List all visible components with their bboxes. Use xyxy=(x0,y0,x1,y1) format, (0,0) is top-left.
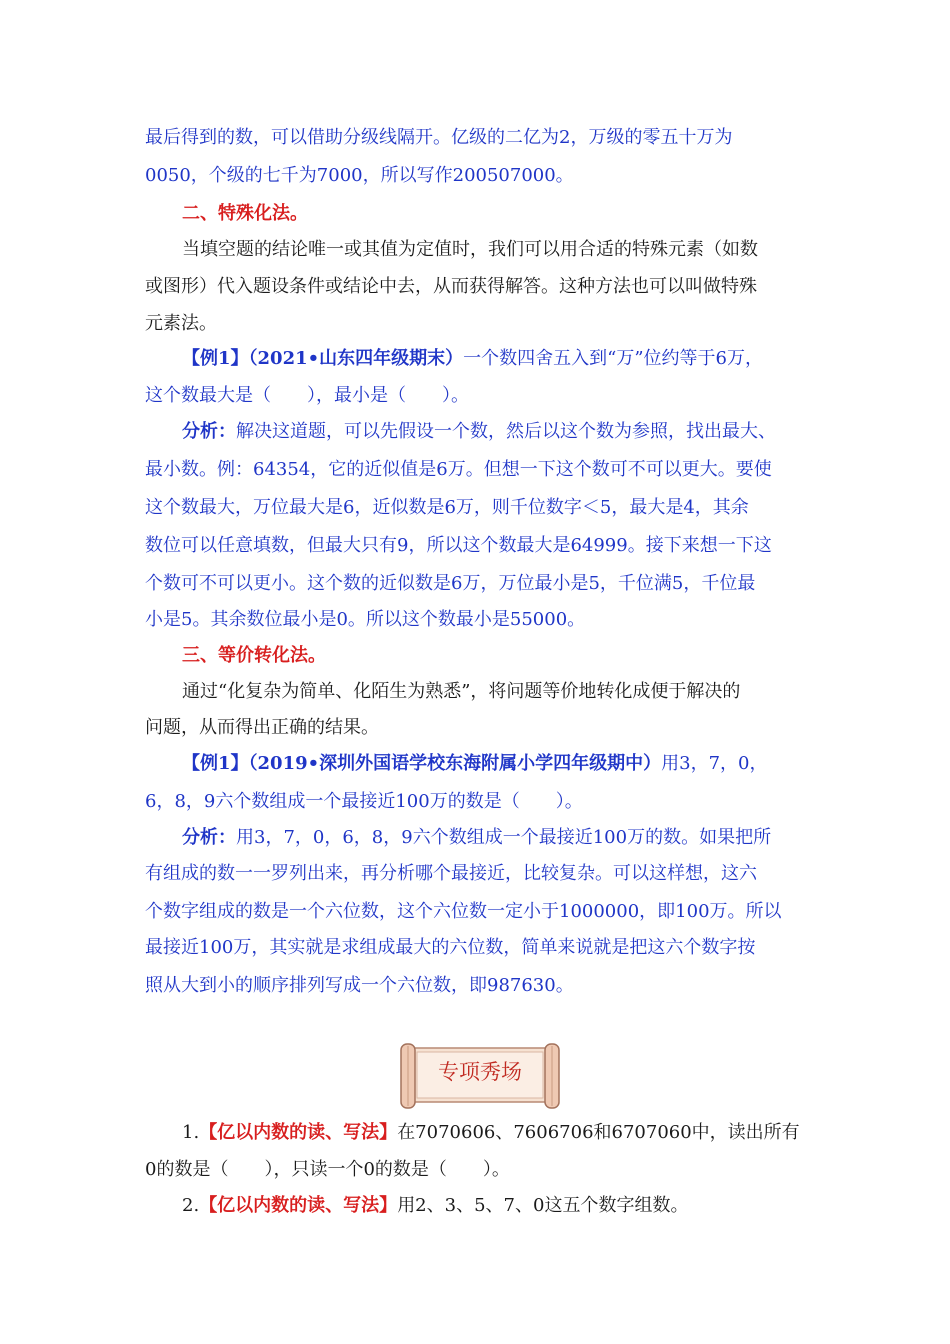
section2-example-line2: 这个数最大是（ ），最小是（ ）。 xyxy=(145,385,469,406)
section2-example-line1 xyxy=(182,345,763,373)
section2-analysis-line2: 最小数。例：64354，它的近似值是6万。但想一下这个数可不可以更大。要使 xyxy=(145,459,772,480)
section2-example-question: 一个数四舍五入到“万”位约等于6万， xyxy=(463,348,763,369)
section2-desc-line1: 当填空题的结论唯一或其值为定值时，我们可以用合适的特殊元素（如数 xyxy=(182,239,758,260)
section3-analysis-line2: 有组成的数一一罗列出来，再分析哪个最接近，比较复杂。可以这样想，这六 xyxy=(145,863,757,884)
method1-text-line1: 最后得到的数，可以借助分级线隔开。亿级的二亿为2，万级的零五十万为 xyxy=(145,127,733,148)
exercise-1-tag: 【亿以内数的读、写法】 xyxy=(199,1122,398,1143)
section3-example-line1 xyxy=(182,750,767,778)
exercise-2-tag: 【亿以内数的读、写法】 xyxy=(199,1195,398,1216)
section2-analysis-line4: 数位可以任意填数，但最大只有9，所以这个数最大是64999。接下来想一下这 xyxy=(145,535,772,556)
section3-desc-line1: 通过“化复杂为简单、化陌生为熟悉”，将问题等价地转化成便于解决的 xyxy=(182,681,741,702)
exercise-2-line1 xyxy=(182,1192,688,1220)
section2-analysis-text: 解决这道题，可以先假设一个数，然后以这个数为参照，找出最大、 xyxy=(236,421,776,442)
section3-heading: 三、等价转化法。 xyxy=(182,645,326,666)
section3-desc-line2: 问题，从而得出正确的结果。 xyxy=(145,717,379,738)
exercise-1-text: 在7070606、7606706和6707060中，读出所有 xyxy=(397,1122,800,1143)
section2-analysis-line3: 这个数最大，万位最大是6，近似数是6万，则千位数字＜5，最大是4，其余 xyxy=(145,497,749,518)
section3-example-tag: 【例1】（2019•深圳外国语学校东海附属小学四年级期中） xyxy=(182,753,662,774)
exercise-1-number: 1. xyxy=(182,1122,200,1143)
section3-analysis-label: 分析： xyxy=(182,827,236,848)
section2-analysis-line6: 小是5。其余数位最小是0。所以这个数最小是55000。 xyxy=(145,609,586,630)
section3-analysis-text: 用3，7，0，6，8，9六个数组成一个最接近100万的数。如果把所 xyxy=(236,827,772,848)
section3-analysis-line4: 最接近100万，其实就是求组成最大的六位数，简单来说就是把这六个数字按 xyxy=(145,937,756,958)
exercise-2-text: 用2、3、5、7、0这五个数字组数。 xyxy=(397,1195,689,1216)
section2-analysis-label: 分析： xyxy=(182,421,236,442)
section2-analysis-line1 xyxy=(182,418,776,446)
section2-desc-line3: 元素法。 xyxy=(145,313,217,334)
practice-banner xyxy=(395,1042,565,1110)
method1-text-line2: 0050，个级的七千为7000，所以写作200507000。 xyxy=(145,165,574,186)
section2-example-tag: 【例1】（2021•山东四年级期末） xyxy=(182,348,464,369)
exercise-2-number: 2. xyxy=(182,1195,200,1216)
section2-heading: 二、特殊化法。 xyxy=(182,203,308,224)
section3-analysis-line3: 个数字组成的数是一个六位数，这个六位数一定小于1000000，即100万。所以 xyxy=(145,901,782,922)
section3-analysis-line1 xyxy=(182,824,771,852)
section3-example-question: 用3，7，0， xyxy=(661,753,768,774)
section2-analysis-line5: 个数可不可以更小。这个数的近似数是6万，万位最小是5，千位满5，千位最 xyxy=(145,573,756,594)
section2-desc-line2: 或图形）代入题设条件或结论中去，从而获得解答。这种方法也可以叫做特殊 xyxy=(145,276,757,297)
exercise-1-line2: 0的数是（ ），只读一个0的数是（ ）。 xyxy=(145,1159,510,1180)
section3-example-line2: 6，8，9六个数组成一个最接近100万的数是（ ）。 xyxy=(145,791,583,812)
exercise-1-line1 xyxy=(182,1119,800,1147)
banner-title: 专项秀场 xyxy=(438,1060,522,1084)
section3-analysis-line5: 照从大到小的顺序排列写成一个六位数，即987630。 xyxy=(145,975,574,996)
